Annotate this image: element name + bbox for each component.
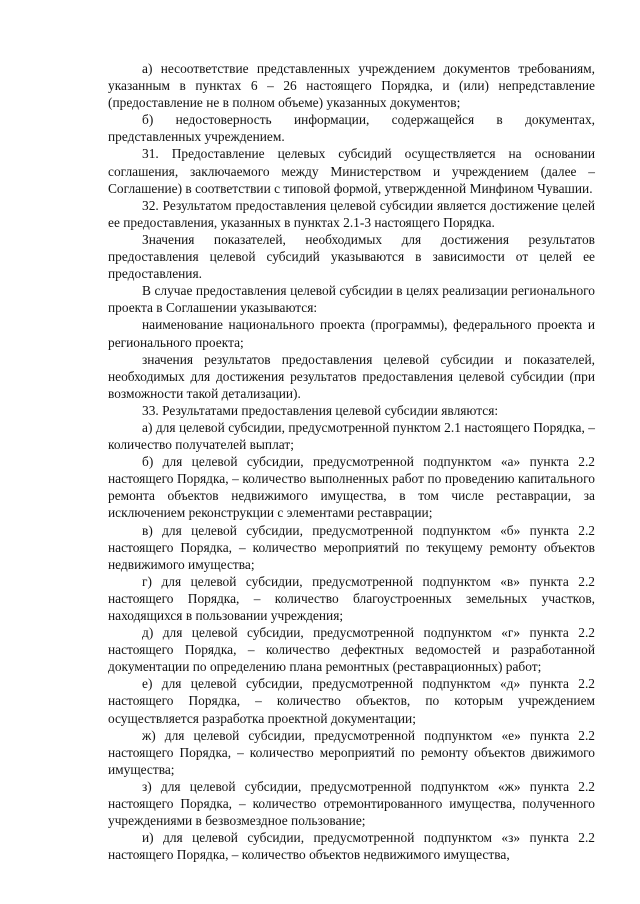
paragraph-32-project-name: наименование национального проекта (программы), федерального проекта и регионального проекта; [108,317,595,350]
paragraph-33i: и) для целевой субсидии, предусмотренной подпунктом «з» пункта 2.2 настоящего Порядка, – количество объектов недвижимого имущества, [108,830,595,863]
paragraph-33g: г) для целевой субсидии, предусмотренной подпунктом «в» пункта 2.2 настоящего Порядка, – количество благоустроенных земельных участков, находящихся в пользовании учреждения; [108,573,595,623]
paragraph-32-indicators: Значения показателей, необходимых для достижения результатов предоставления целевой субсидий указываются в зависимости от целей ее предоставления. [108,231,595,282]
paragraph-30a: а) несоответствие представленных учреждением документов требованиям, указанным в пунктах 6 – 26 настоящего Порядка, и (или) непредставление (предоставление не в полном объеме) указанных документов; [108,61,595,111]
paragraph-30b: б) недостоверность информации, содержащейся в документах, представленных учреждением. [108,112,595,145]
paragraph-33a: а) для целевой субсидии, предусмотренной пунктом 2.1 настоящего Порядка, – количество получателей выплат; [108,419,595,453]
paragraph-33b: б) для целевой субсидии, предусмотренной подпунктом «а» пункта 2.2 настоящего Порядка, – количество выполненных работ по проведению капитального ремонта объектов недвижимого имущества, в том числе реставрации, за исключением реконструкции с элементами реставрации; [108,454,595,521]
paragraph-32-regional-project: В случае предоставления целевой субсидии в целях реализации регионального проекта в Соглашении указываются: [108,283,595,316]
paragraph-33d: д) для целевой субсидии, предусмотренной подпунктом «г» пункта 2.2 настоящего Порядка, – количество дефектных ведомостей и разработанной документации по определению плана ремонтных (реставрационных) работ; [108,625,595,675]
paragraph-33: 33. Результатами предоставления целевой субсидии являются: [142,402,499,418]
paragraph-32-result-values: значения результатов предоставления целевой субсидии и показателей, необходимых для достижения результатов предоставления целевой субсидии (при возможности такой детализации). [108,351,595,401]
paragraph-33zh: ж) для целевой субсидии, предусмотренной подпунктом «е» пункта 2.2 настоящего Порядка, – количество мероприятий по ремонту объектов движимого имущества; [108,727,595,777]
paragraph-33e: е) для целевой субсидии, предусмотренной подпунктом «д» пункта 2.2 настоящего Порядка, – количество объектов, по которым учреждением осуществляется разработка проектной документации; [108,676,595,726]
paragraph-32: 32. Результатом предоставления целевой субсидии является достижение целей ее предоставления, указанных в пунктах 2.1-3 настоящего Порядка. [108,197,595,230]
paragraph-33v: в) для целевой субсидии, предусмотренной подпунктом «б» пункта 2.2 настоящего Порядка, – количество мероприятий по текущему ремонту объектов недвижимого имущества; [108,522,595,572]
paragraph-31: 31. Предоставление целевых субсидий осуществляется на основании соглашения, заключаемого между Министерством и учреждением (далее – Соглашение) в соответствии с типовой формой, утвержденной Минфином Чувашии. [108,146,595,196]
paragraph-33z: з) для целевой субсидии, предусмотренной подпунктом «ж» пункта 2.2 настоящего Порядка, – количество отремонтированного имущества, полученного учреждениями в безвозмездное пользование; [108,778,595,829]
document-page [108,60,595,863]
